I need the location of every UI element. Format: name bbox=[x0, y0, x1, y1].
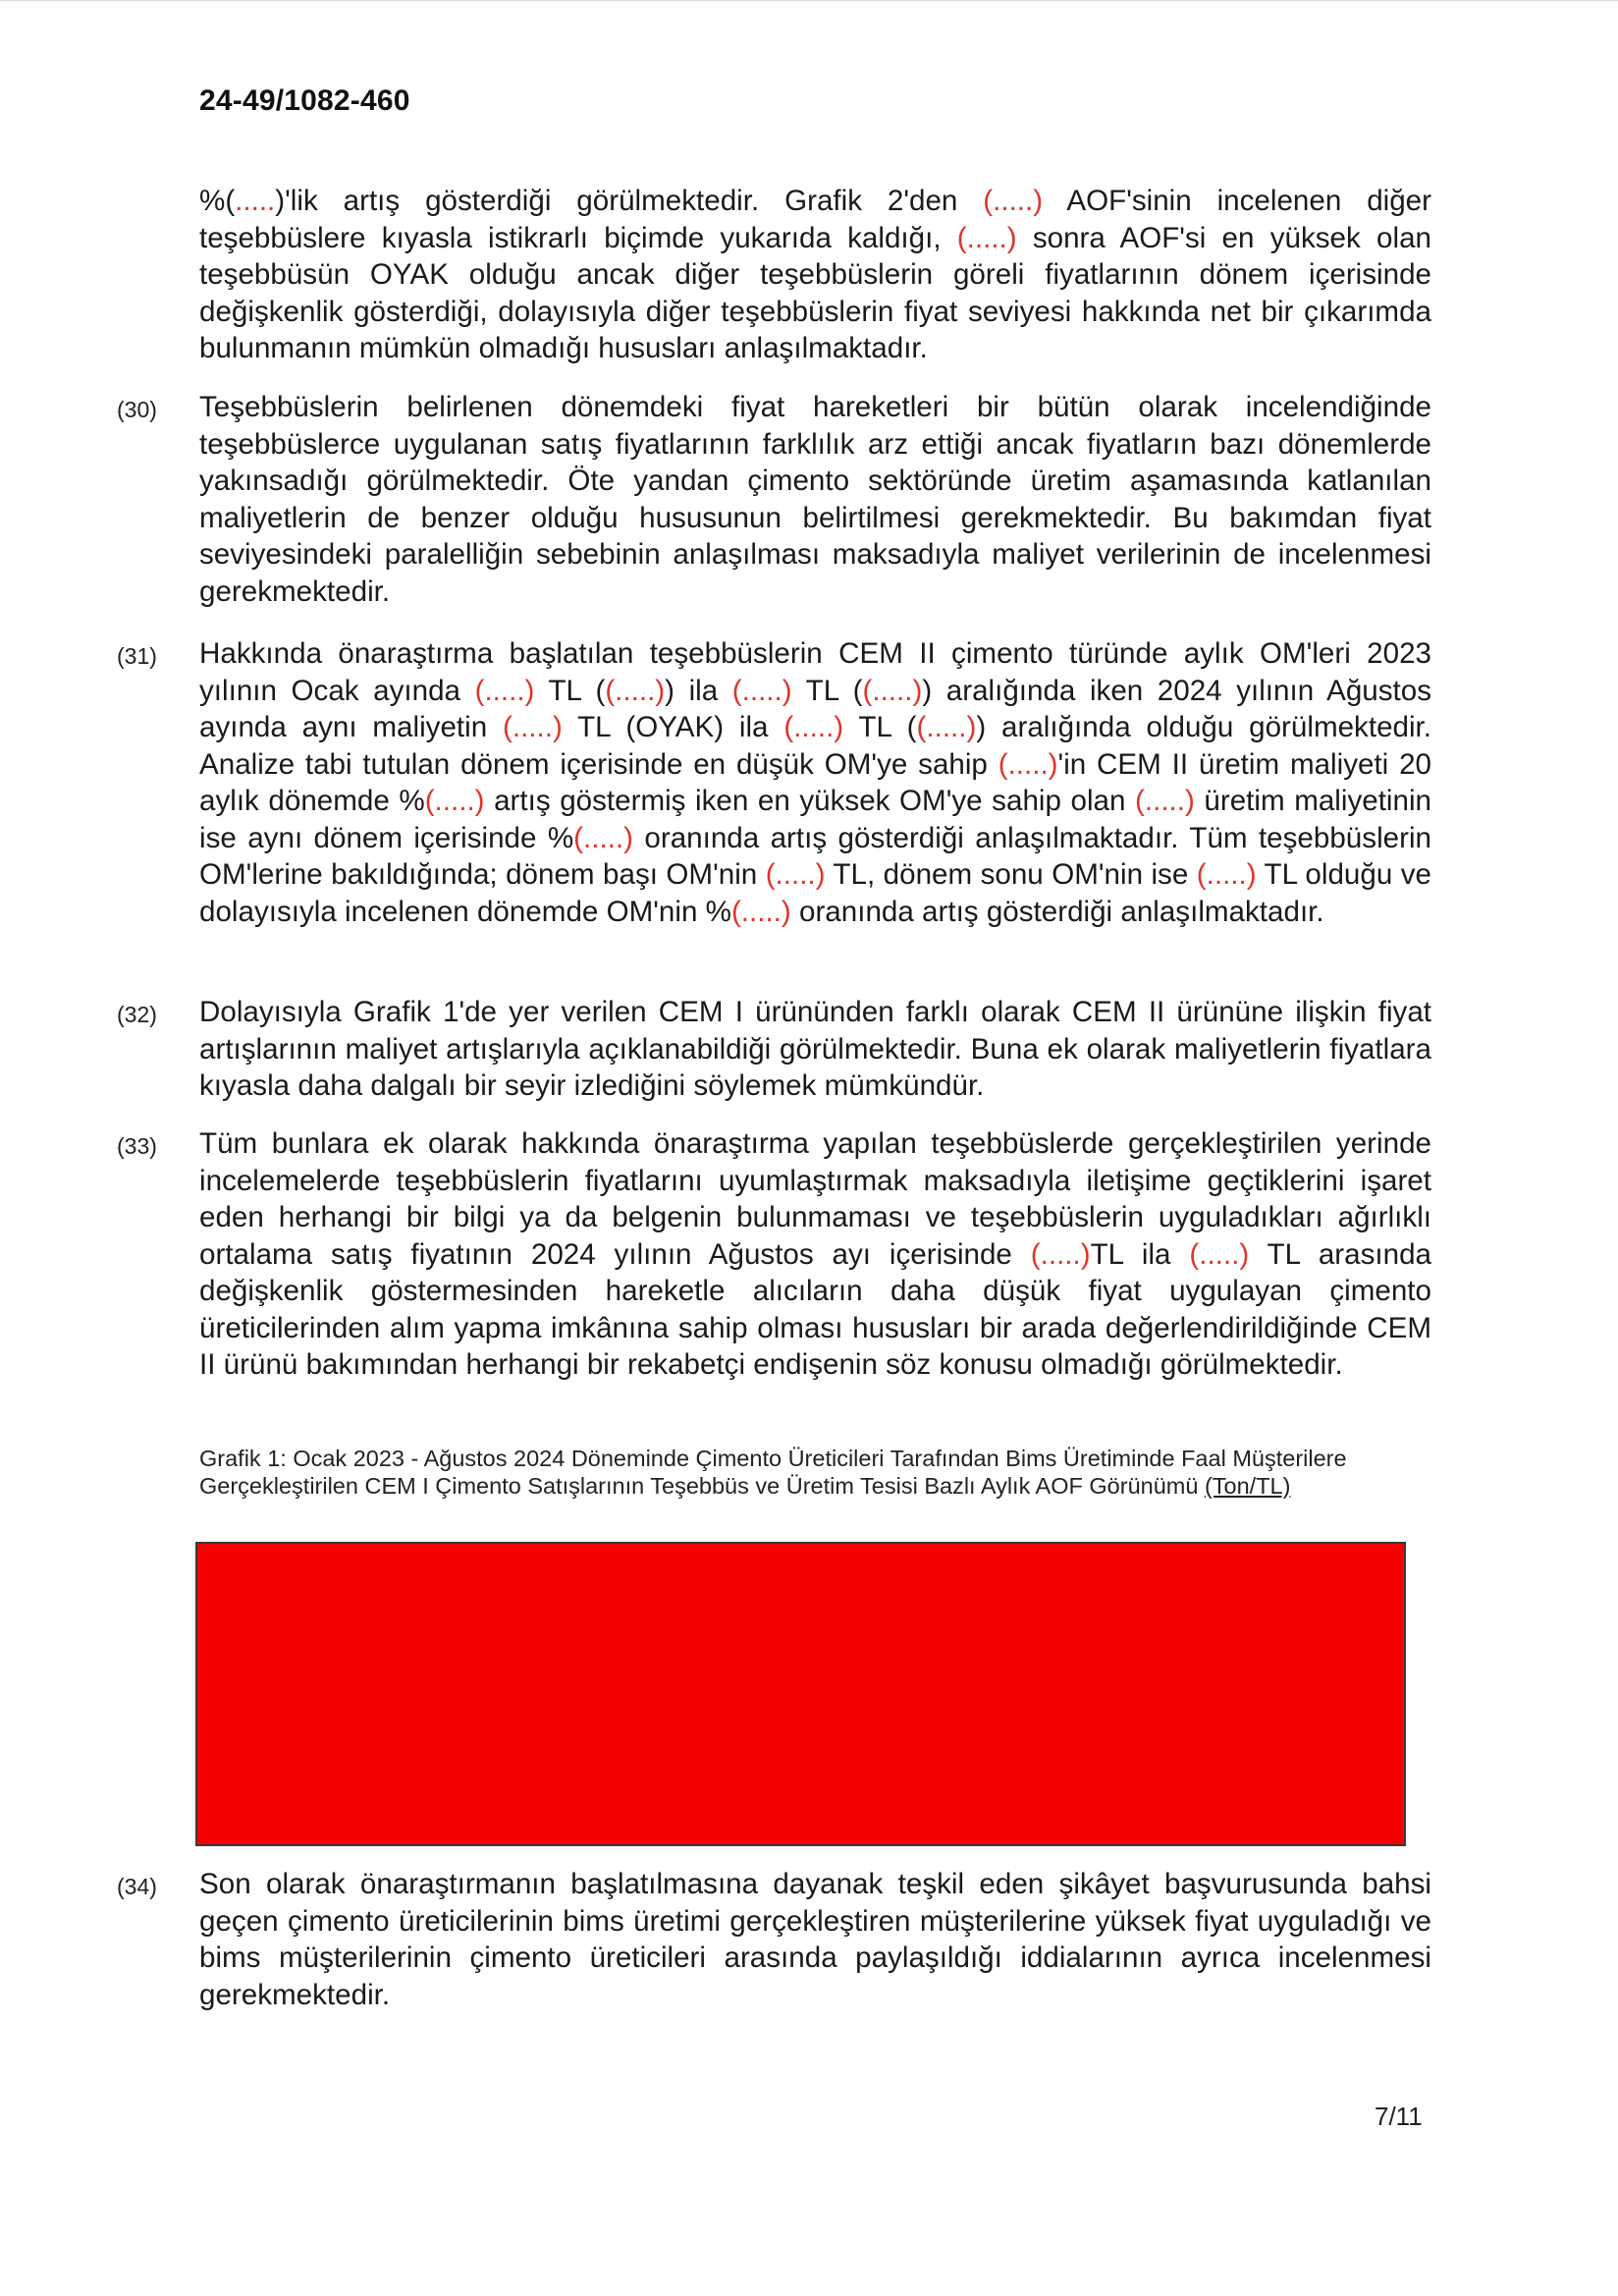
paragraph-number: (32) bbox=[117, 1002, 157, 1027]
scan-top-edge bbox=[0, 0, 1618, 1]
redacted-value: (.....) bbox=[1196, 858, 1257, 891]
redacted-value: (.....) bbox=[983, 185, 1044, 217]
redacted-value: (.....) bbox=[424, 785, 485, 817]
paragraph-31: (31) Hakkında önaraştırma başlatılan teşebbüslerin CEM II çimento türünde aylık OM'leri 2023 yılının Ocak ayında (.....) TL ((.....)) ila (.....) TL ((.....)) aralığında iken 2024 yılının Ağustos ayında aynı maliyetin (.....) TL (OYAK) ila (.....) TL ((.....)) aralığında olduğu görülmektedir. Analize tabi tutulan dönem içerisinde en düşük OM'ye sahip (.....)'in CEM II üretim maliyeti 20 aylık dönemde %(.....) artış göstermiş iken en yüksek OM'ye sahip olan (.....) üretim maliyetinin ise aynı dönem içerisinde %(.....) oranında artış gösterdiği anlaşılmaktadır. Tüm teşebbüslerin OM'lerine bakıldığında; dönem başı OM'nin (.....) TL, dönem sonu OM'nin ise (.....) TL olduğu ve dolayısıyla incelenen dönemde OM'nin %(.....) oranında artış gösterdiği anlaşılmaktadır. bbox=[117, 637, 1432, 928]
redacted-value: ..... bbox=[235, 185, 276, 217]
redacted-value: (.....) bbox=[956, 221, 1017, 254]
redacted-value: (.....) bbox=[503, 711, 563, 743]
redacted-chart bbox=[195, 1542, 1406, 1846]
paragraph-number: (34) bbox=[117, 1874, 157, 1899]
paragraph-32 bbox=[117, 994, 1431, 1105]
redacted-value: (.....) bbox=[765, 858, 826, 891]
paragraph-30 bbox=[117, 389, 1431, 610]
paragraph-text: Son olarak önaraştırmanın başlatılmasına dayanak teşkil eden şikâyet başvurusunda bahsi geçen çimento üreticilerinin bims üretimi gerçekleştiren müşterilerine yüksek fiyat uyguladığı ve bims müşterilerinin çimento üreticileri arasında paylaşıldığı iddialarının ayrıca incelenmesi gerekmektedir. bbox=[199, 1868, 1431, 2011]
paragraph-text: Teşebbüslerin belirlenen dönemdeki fiyat hareketleri bir bütün olarak incelendiğinde teşebbüslerce uygulanan satış fiyatlarının farklılık arz ettiği ancak fiyatların bazı dönemlerde yakınsadığı görülmektedir. Öte yandan çimento sektöründe üretim aşamasında katlanılan maliyetlerin de benzer olduğu hususunun belirtilmesi gerekmektedir. Bu bakımdan fiyat seviyesindeki paralelliğin sebebinin anlaşılması maksadıyla maliyet verilerinin de incelenmesi gerekmektedir. bbox=[199, 391, 1431, 608]
redacted-value: (.....) bbox=[783, 711, 844, 743]
paragraph-33: (33) Tüm bunlara ek olarak hakkında önaraştırma yapılan teşebbüslerde gerçekleştirilen yerinde incelemelerde teşebbüslerin fiyatlarını uyumlaştırmak maksadıyla iletişime geçtiklerini işaret eden herhangi bir bilgi ya da belgenin bulunmaması ve teşebbüslerin uyguladıkları ağırlıklı ortalama satış fiyatının 2024 yılının Ağustos ayı içerisinde (.....)TL ila (.....) TL arasında değişkenlik göstermesinden hareketle alıcıların daha düşük fiyat uygulayan çimento üreticilerinden alım yapma imkânına sahip olması hususları bir arada değerlendirildiğinde CEM II ürünü bakımından herhangi bir rekabetçi endişenin söz konusu olmadığı görülmektedir. bbox=[117, 1127, 1432, 1381]
redacted-value: (.....) bbox=[916, 711, 977, 743]
paragraph-intro: %(.....)'lik artış gösterdiği görülmektedir. Grafik 2'den (.....) AOF'sinin incelenen diğer teşebbüslere kıyasla istikrarlı biçimde yukarıda kaldığı, (.....) sonra AOF'si en yüksek olan teşebbüsün OYAK olduğu ancak diğer teşebbüslerin göreli fiyatlarının dönem içerisinde değişkenlik gösterdiği, dolayısıyla diğer teşebbüslerin fiyat seviyesi hakkında net bir çıkarımda bulunmanın mümkün olmadığı hususları anlaşılmaktadır. bbox=[199, 185, 1431, 364]
redacted-value: (.....) bbox=[1030, 1237, 1091, 1271]
paragraph-number: (33) bbox=[117, 1133, 157, 1159]
paragraph-number: (31) bbox=[117, 643, 157, 669]
caption-unit: (Ton/TL) bbox=[1204, 1473, 1291, 1499]
paragraph-text: Dolayısıyla Grafik 1'de yer verilen CEM I ürününden farklı olarak CEM II ürününe ilişkin fiyat artışlarının maliyet artışlarıyla açıklanabildiği görülmektedir. Buna ek olarak maliyetlerin fiyatlara kıyasla daha dalgalı bir seyir izlediğini söylemek mümkündür. bbox=[199, 996, 1431, 1102]
paragraph-number: (30) bbox=[117, 397, 157, 422]
page-number: 7/11 bbox=[1375, 2102, 1423, 2131]
redacted-value: (.....) bbox=[998, 747, 1058, 781]
redacted-value: (.....) bbox=[605, 674, 666, 707]
redacted-value: (.....) bbox=[1189, 1237, 1250, 1271]
redacted-value: (.....) bbox=[730, 895, 791, 928]
redacted-value: (.....) bbox=[474, 674, 535, 707]
paragraph-34 bbox=[117, 1866, 1431, 2013]
redacted-value: (.....) bbox=[1135, 785, 1195, 817]
document-number: 24-49/1082-460 bbox=[199, 84, 410, 117]
redacted-value: (.....) bbox=[731, 674, 792, 707]
redacted-value: (.....) bbox=[862, 674, 923, 707]
figure-caption: Grafik 1: Ocak 2023 - Ağustos 2024 Döneminde Çimento Üreticileri Tarafından Bims Üretiminde Faal Müşterilere Gerçekleştirilen CEM I Çimento Satışlarının Teşebbüs ve Üretim Tesisi Bazlı Aylık AOF Görünümü (Ton/TL) bbox=[199, 1446, 1347, 1499]
redacted-value: (.....) bbox=[573, 821, 633, 854]
